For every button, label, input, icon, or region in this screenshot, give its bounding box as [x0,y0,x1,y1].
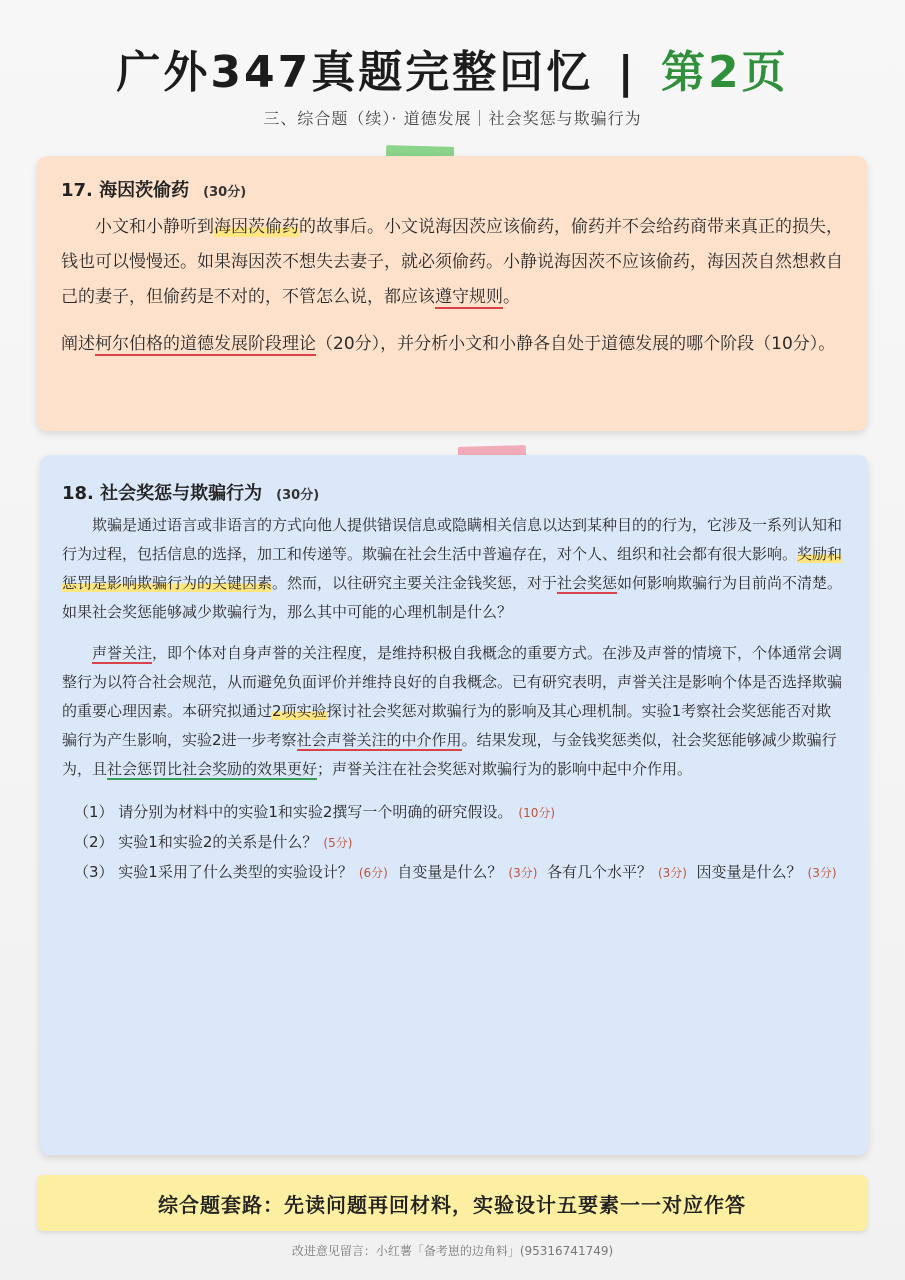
sub-question-text: 各有几个水平？ [546,863,652,881]
underlined-term: 遵守规则 [435,287,503,307]
text-segment: 欺骗是通过语言或非语言的方式向他人提供错误信息或隐瞒相关信息以达到某种目的的行为，它涉及一系列认知和行为过程，包括信息的选择，加工和传递等。欺骗在社会生活中普遍存在，对个人、组织和社会都有很大影响。 [62,516,843,563]
footer-note: 改进意见留言：小红薯「备考崽的边角料」(95316741749) [291,1244,614,1258]
sub-question-2 [62,828,844,858]
sub-question-3 [62,858,844,888]
question-card-17 [37,156,867,431]
question-score: (30分) [203,185,247,200]
title-separator: | [617,47,637,98]
question-card-18 [40,455,868,1155]
text-segment: 小文和小静听到 [95,217,214,237]
text-segment: 如何影响欺骗行为目前尚不清楚。如果社会奖惩能够减少欺骗行为，那么其中可能的心理机制是什么？ [62,574,843,621]
page-subtitle: 三、综合题（续）· 道德发展｜社会奖惩与欺骗行为 [263,109,642,128]
text-segment: ；声誉关注在社会奖惩对欺骗行为的影响中起中介作用。 [317,760,693,778]
text-segment: 。结果发现，与金钱奖惩类似，社会奖惩能够减少欺骗行为，且 [62,731,837,778]
question-header [62,479,844,505]
sub-question-text: （3） 实验1采用了什么类型的实验设计？ [74,863,353,881]
points-badge: (3分) [807,866,837,880]
underlined-term: 社会声誉关注的中介作用 [296,731,462,749]
question-header [61,176,843,202]
text-segment: 的故事后。小文说海因茨应该偷药，偷药并不会给药商带来真正的损失，钱也可以慢慢还。如果海因茨不想失去妻子，就必须偷药。小静说海因茨不应该偷药，海因茨自然想救自己的妻子，但偷药是不对的，不管怎么说，都应该 [61,217,843,307]
question-material [61,210,843,315]
question-prompt [61,327,843,362]
text-segment: 探讨社会奖惩对欺骗行为的影响及其心理机制。实验1考察社会奖惩能否对欺骗行为产生影响，实验2进一步考察 [62,702,832,749]
highlighted-term: 2项实验 [272,702,327,720]
sub-question-text: （1） 请分别为材料中的实验1和实验2撰写一个明确的研究假设。 [74,803,513,821]
points-badge: (3分) [508,866,538,880]
underlined-term: 社会奖惩 [557,574,618,592]
sub-question-text: （2） 实验1和实验2的关系是什么？ [74,833,318,851]
text-segment: 阐述 [61,334,95,354]
sub-question-list [62,798,844,888]
highlighted-term: 海因茨偷药 [214,217,299,237]
title-main: 广外347真题完整回忆 [116,47,594,98]
text-segment: 。然而，以往研究主要关注金钱奖惩，对于 [272,574,558,592]
question-title: 18. 社会奖惩与欺骗行为 [62,483,263,504]
highlighted-term: 奖励和惩罚是影响欺骗行为的关键因素 [62,545,843,592]
points-badge: (5分) [323,836,353,850]
points-badge: (10分) [518,806,556,820]
material-paragraph-1 [62,511,844,627]
points-badge: (3分) [657,866,687,880]
points-badge: (6分) [358,866,388,880]
material-paragraph-2 [62,639,844,784]
underlined-term: 声誉关注 [92,644,153,662]
tip-banner: 综合题套路：先读问题再回材料，实验设计五要素一一对应作答 [37,1175,867,1231]
title-page-number: 第2页 [660,47,789,98]
question-title: 17. 海因茨偷药 [61,180,190,201]
text-segment: 。 [503,287,520,307]
underlined-term: 社会惩罚比社会奖励的效果更好 [107,760,318,778]
page-title [0,36,905,100]
sub-question-text: 自变量是什么？ [397,863,503,881]
underlined-term: 柯尔伯格的道德发展阶段理论 [95,334,316,354]
sub-question-text: 因变量是什么？ [696,863,802,881]
sub-question-1 [62,798,844,828]
text-segment: （20分），并分析小文和小静各自处于道德发展的哪个阶段（10分）。 [316,334,836,354]
text-segment: ，即个体对自身声誉的关注程度，是维持积极自我概念的重要方式。在涉及声誉的情境下，个体通常会调整行为以符合社会规范，从而避免负面评价并维持良好的自我概念。已有研究表明，声誉关注是影响个体是否选择欺骗的重要心理因素。本研究拟通过 [62,644,843,720]
question-score: (30分) [276,488,320,503]
